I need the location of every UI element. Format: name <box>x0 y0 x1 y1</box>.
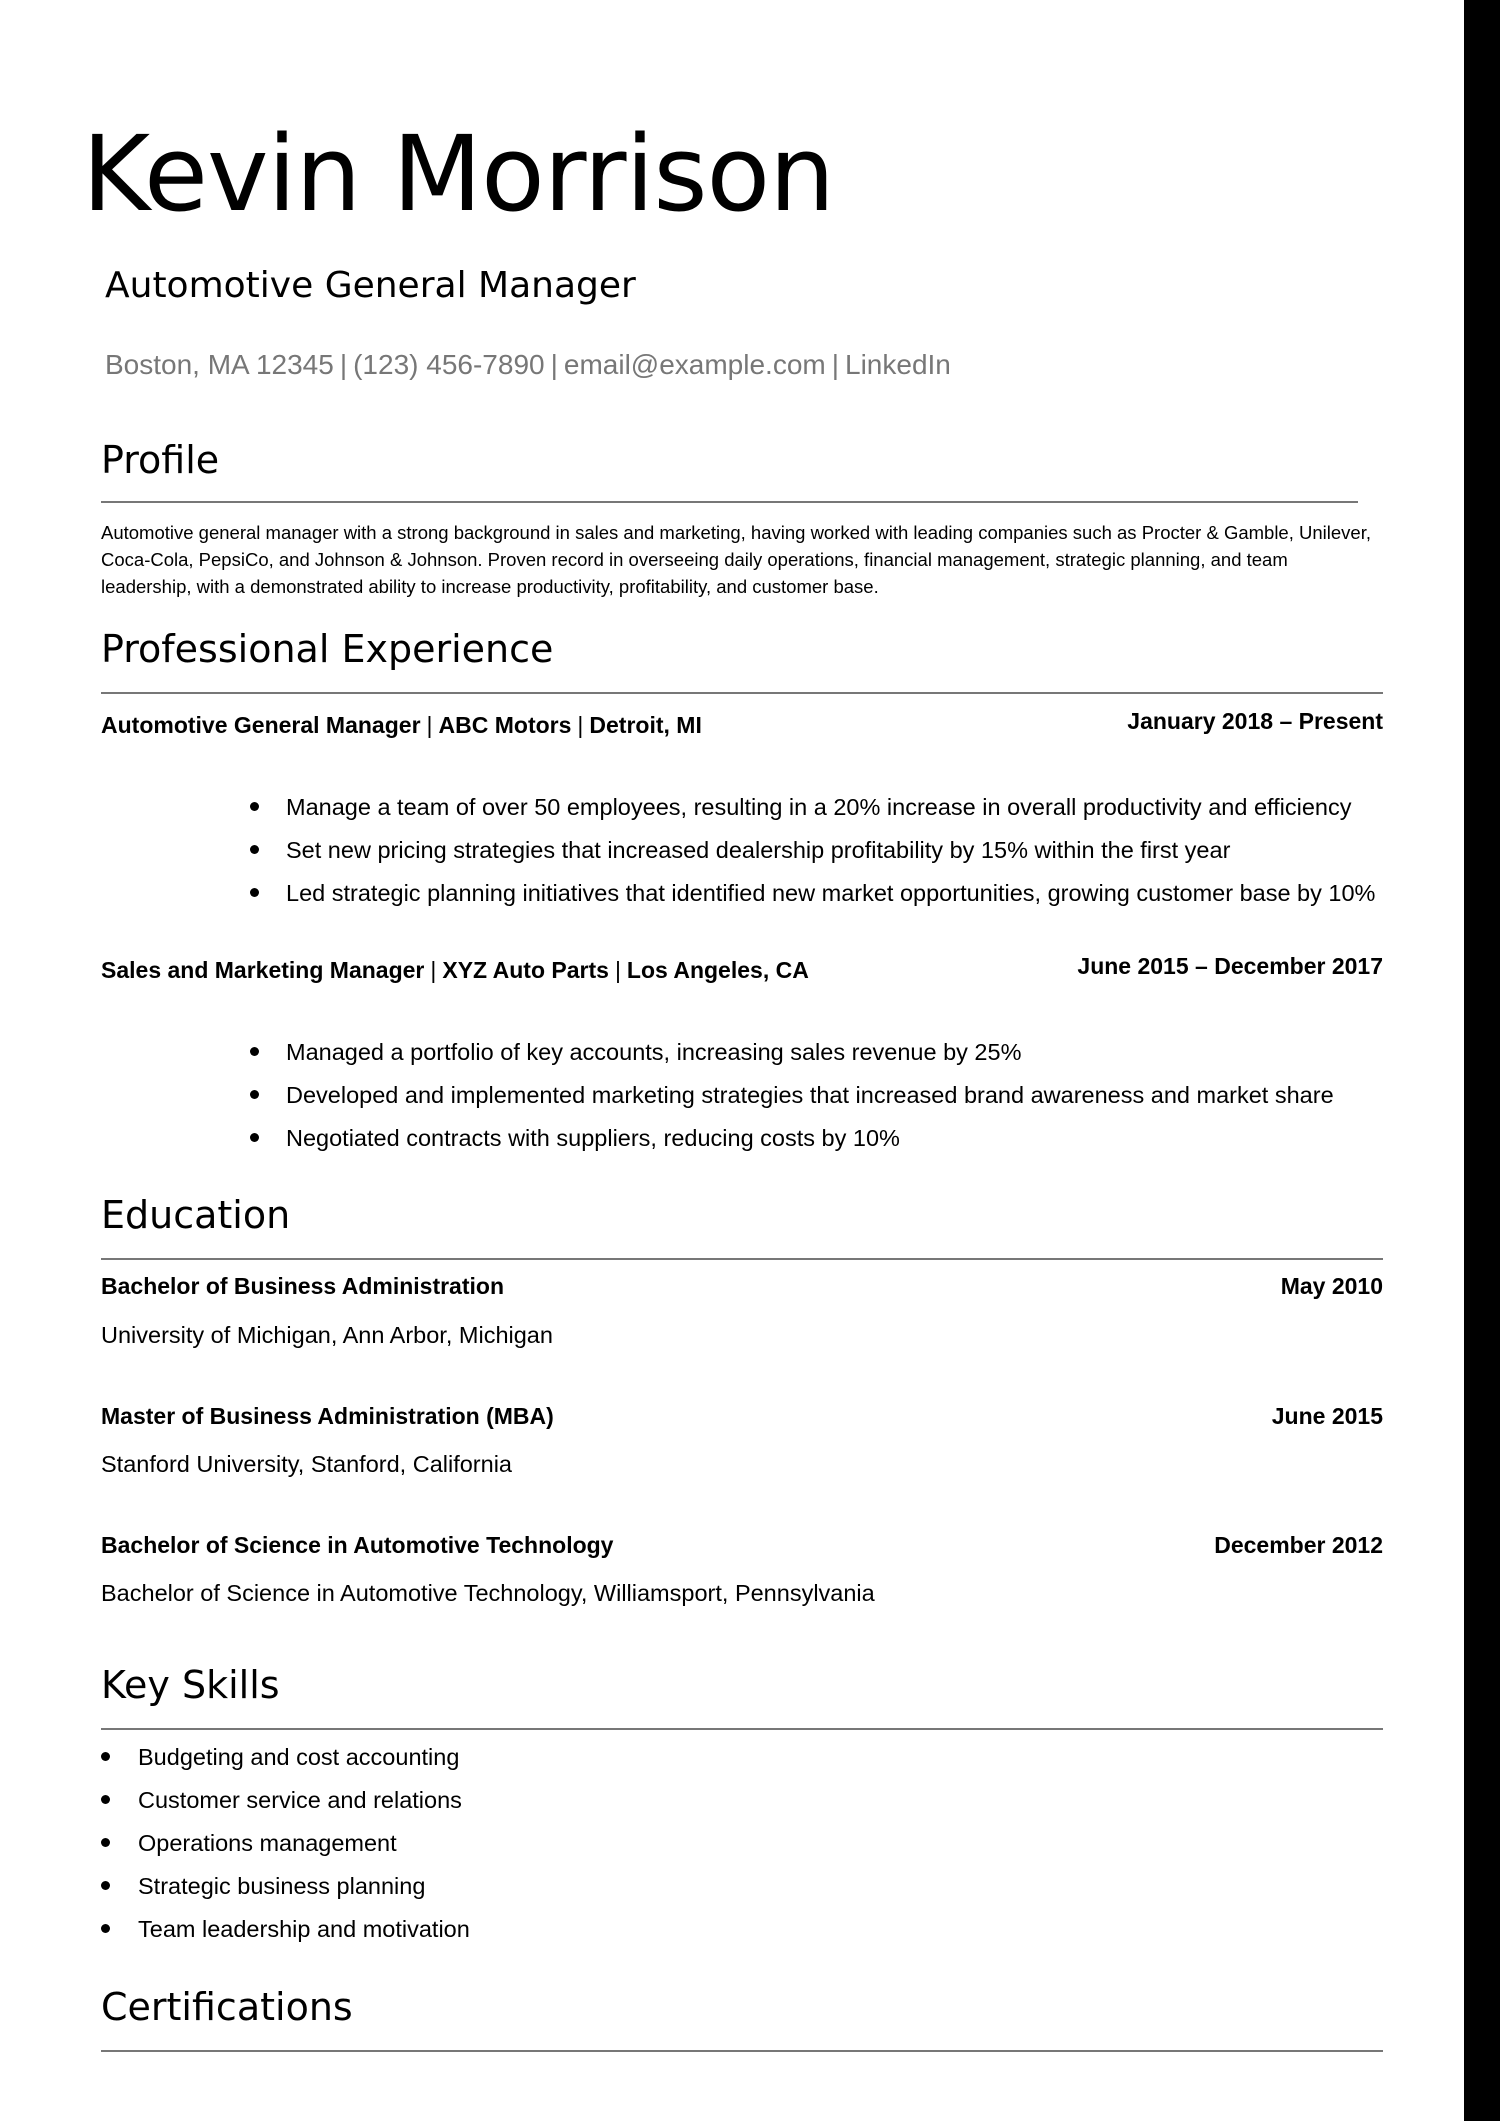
education-degree: Bachelor of Science in Automotive Technology <box>101 1532 614 1558</box>
education-school: Bachelor of Science in Automotive Technology, Williamsport, Pennsylvania <box>101 1580 875 1606</box>
skill-text: Customer service and relations <box>138 1787 462 1813</box>
contact-line <box>105 351 951 379</box>
contact-linkedin[interactable]: LinkedIn <box>845 349 951 380</box>
list-item <box>250 1084 1334 1127</box>
section-heading-experience: Professional Experience <box>101 627 554 671</box>
job-header <box>101 959 809 982</box>
list-item <box>250 1127 1334 1170</box>
job-bullet-list <box>250 796 1375 925</box>
job-dates: June 2015 – December 2017 <box>1077 953 1383 979</box>
bullet-icon <box>250 1047 259 1056</box>
bullet-icon <box>250 1090 259 1099</box>
job-bullet-list <box>250 1041 1334 1170</box>
bullet-icon <box>101 1752 110 1761</box>
education-date: May 2010 <box>1280 1273 1383 1299</box>
bullet-icon <box>101 1838 110 1847</box>
job-location: Los Angeles, CA <box>626 957 809 983</box>
section-divider <box>101 2050 1383 2052</box>
job-separator: | <box>614 957 621 983</box>
bullet-icon <box>101 1924 110 1933</box>
education-date: December 2012 <box>1214 1532 1383 1558</box>
list-item <box>101 1832 470 1875</box>
bullet-icon <box>250 802 259 811</box>
bullet-icon <box>101 1795 110 1804</box>
job-separator: | <box>577 712 584 738</box>
job-dates: January 2018 – Present <box>1127 708 1383 734</box>
list-item <box>250 839 1375 882</box>
education-date: June 2015 <box>1271 1403 1383 1429</box>
section-divider <box>101 501 1358 503</box>
education-school: University of Michigan, Ann Arbor, Michigan <box>101 1322 553 1348</box>
profile-summary: Automotive general manager with a strong background in sales and marketing, having worked with leading companies such as Procter & Gamble, Unilever, Coca-Cola, PepsiCo, and Johnson & Johnson. Proven record in overseeing daily operations, financial management, strategic planning, and team leadership, with a demonstrated ability to increase productivity, profitability, and customer base. <box>101 522 1371 597</box>
job-company: ABC Motors <box>438 712 572 738</box>
contact-separator: | <box>339 349 348 380</box>
bullet-text: Manage a team of over 50 employees, resulting in a 20% increase in overall productivity and efficiency <box>286 794 1352 820</box>
candidate-name: Kevin Morrison <box>82 113 835 235</box>
section-divider <box>101 692 1383 694</box>
job-separator: | <box>426 712 433 738</box>
skill-text: Budgeting and cost accounting <box>138 1744 460 1770</box>
skill-text: Team leadership and motivation <box>138 1916 470 1942</box>
list-item <box>101 1875 470 1918</box>
bullet-text: Set new pricing strategies that increased dealership profitability by 15% within the first year <box>286 837 1231 863</box>
bullet-text: Led strategic planning initiatives that identified new market opportunities, growing customer base by 10% <box>286 880 1376 906</box>
job-location: Detroit, MI <box>589 712 702 738</box>
list-item <box>101 1918 470 1961</box>
skill-text: Strategic business planning <box>138 1873 426 1899</box>
contact-separator: | <box>550 349 558 380</box>
skills-list <box>101 1746 470 1961</box>
bullet-text: Negotiated contracts with suppliers, reducing costs by 10% <box>286 1125 900 1151</box>
list-item <box>250 796 1375 839</box>
list-item <box>101 1789 470 1832</box>
page-edge-bar <box>1464 0 1500 2121</box>
section-divider <box>101 1728 1383 1730</box>
bullet-icon <box>250 1133 259 1142</box>
list-item <box>250 1041 1334 1084</box>
bullet-icon <box>250 845 259 854</box>
contact-separator: | <box>831 349 839 380</box>
section-divider <box>101 1258 1383 1260</box>
section-heading-education: Education <box>101 1193 291 1237</box>
job-header <box>101 714 702 737</box>
job-role: Sales and Marketing Manager <box>101 957 425 983</box>
section-heading-profile: Profile <box>101 438 220 482</box>
skill-text: Operations management <box>138 1830 397 1856</box>
list-item <box>250 882 1375 925</box>
education-degree: Master of Business Administration (MBA) <box>101 1403 554 1429</box>
job-company: XYZ Auto Parts <box>442 957 609 983</box>
bullet-icon <box>250 888 259 897</box>
candidate-title: Automotive General Manager <box>105 265 636 306</box>
education-school: Stanford University, Stanford, California <box>101 1451 512 1477</box>
bullet-text: Managed a portfolio of key accounts, increasing sales revenue by 25% <box>286 1039 1022 1065</box>
job-separator: | <box>430 957 437 983</box>
contact-phone: (123) 456-7890 <box>353 349 545 380</box>
bullet-icon <box>101 1881 110 1890</box>
section-heading-skills: Key Skills <box>101 1663 280 1707</box>
section-heading-certifications: Certifications <box>101 1985 353 2029</box>
contact-email[interactable]: email@example.com <box>563 349 826 380</box>
bullet-text: Developed and implemented marketing strategies that increased brand awareness and market share <box>286 1082 1334 1108</box>
education-degree: Bachelor of Business Administration <box>101 1273 504 1299</box>
contact-location: Boston, MA 12345 <box>105 349 334 380</box>
job-role: Automotive General Manager <box>101 712 421 738</box>
list-item <box>101 1746 470 1789</box>
